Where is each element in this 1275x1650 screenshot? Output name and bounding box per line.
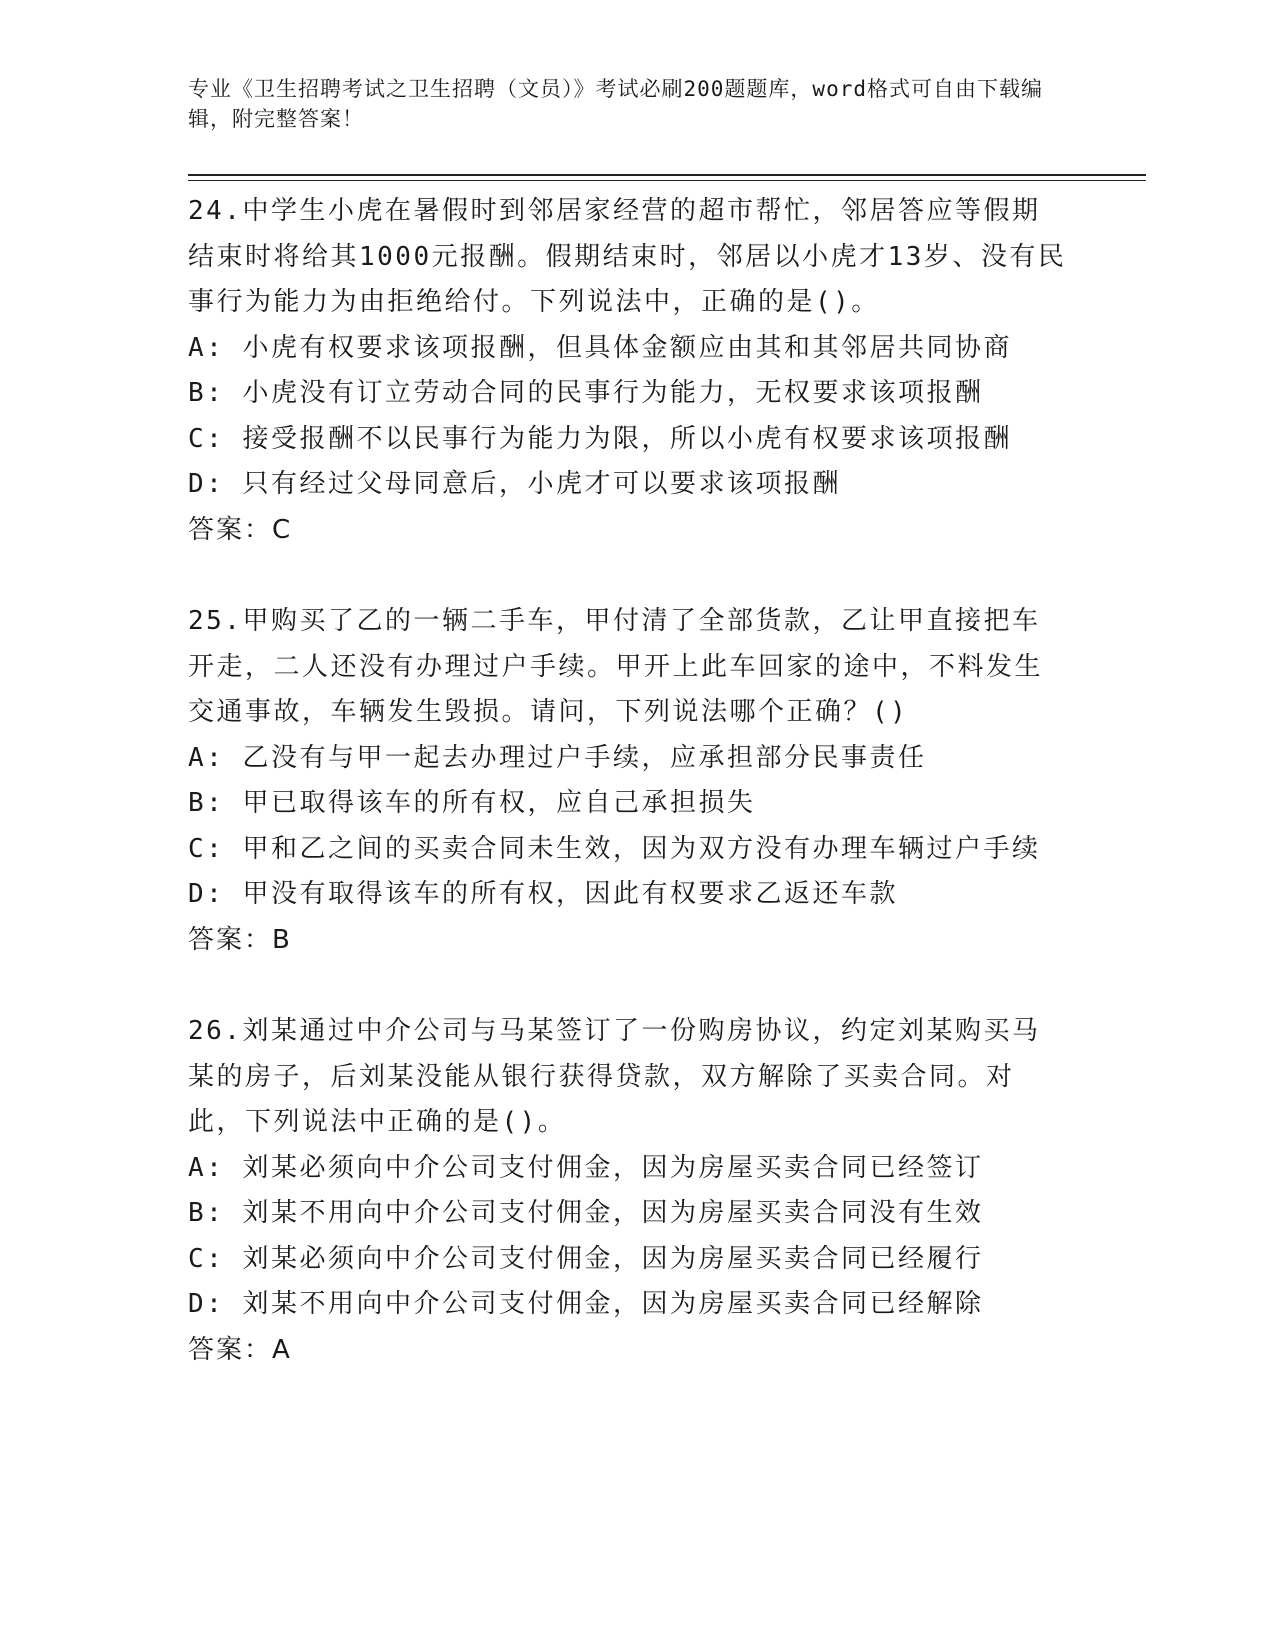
option-c: C: 刘某必须向中介公司支付佣金，因为房屋买卖合同已经履行 xyxy=(188,1243,984,1274)
option-b: B: 甲已取得该车的所有权，应自己承担损失 xyxy=(188,788,756,818)
option-d: D: 只有经过父母同意后，小虎才可以要求该项报酬 xyxy=(188,469,841,499)
question-list xyxy=(188,189,1088,1419)
option-d: D: 刘某不用向中介公司支付佣金，因为房屋买卖合同已经解除 xyxy=(188,1289,984,1319)
question-26 xyxy=(188,1009,1088,1373)
option-b: B: 刘某不用向中介公司支付佣金，因为房屋买卖合同没有生效 xyxy=(188,1198,984,1228)
option-b: B: 小虎没有订立劳动合同的民事行为能力，无权要求该项报酬 xyxy=(188,378,984,408)
question-24 xyxy=(188,189,1088,553)
answer-label: 答案：A xyxy=(188,1334,292,1365)
question-stem: 25.甲购买了乙的一辆二手车，甲付清了全部货款，乙让甲直接把车开走，二人还没有办理过户手续。甲开上此车回家的途中，不料发生交通事故，车辆发生毁损。请问，下列说法哪个正确？() xyxy=(188,606,1044,727)
header-divider-thin xyxy=(188,180,1146,181)
option-a: A: 小虎有权要求该项报酬，但具体金额应由其和其邻居共同协商 xyxy=(188,332,1012,363)
answer-label: 答案：C xyxy=(188,514,293,545)
question-stem: 26.刘某通过中介公司与马某签订了一份购房协议，约定刘某购买马某的房子，后刘某没能从银行获得贷款，双方解除了买卖合同。对此，下列说法中正确的是()。 xyxy=(188,1016,1041,1137)
option-c: C: 接受报酬不以民事行为能力为限，所以小虎有权要求该项报酬 xyxy=(188,423,1012,454)
option-a: A: 乙没有与甲一起去办理过户手续，应承担部分民事责任 xyxy=(188,742,927,773)
option-d: D: 甲没有取得该车的所有权，因此有权要求乙返还车款 xyxy=(188,879,898,909)
header-divider-thick xyxy=(188,174,1146,176)
document-header: 专业《卫生招聘考试之卫生招聘（文员）》考试必刷200题题库，word格式可自由下载编辑，附完整答案！ xyxy=(188,77,1043,131)
option-c: C: 甲和乙之间的买卖合同未生效，因为双方没有办理车辆过户手续 xyxy=(188,833,1041,864)
question-stem: 24.中学生小虎在暑假时到邻居家经营的超市帮忙，邻居答应等假期结束时将给其1000元报酬。假期结束时，邻居以小虎才13岁、没有民事行为能力为由拒绝给付。下列说法中，正确的是()。 xyxy=(188,196,1067,317)
answer-label: 答案：B xyxy=(188,924,292,955)
question-25 xyxy=(188,599,1088,963)
option-a: A: 刘某必须向中介公司支付佣金，因为房屋买卖合同已经签订 xyxy=(188,1152,984,1183)
